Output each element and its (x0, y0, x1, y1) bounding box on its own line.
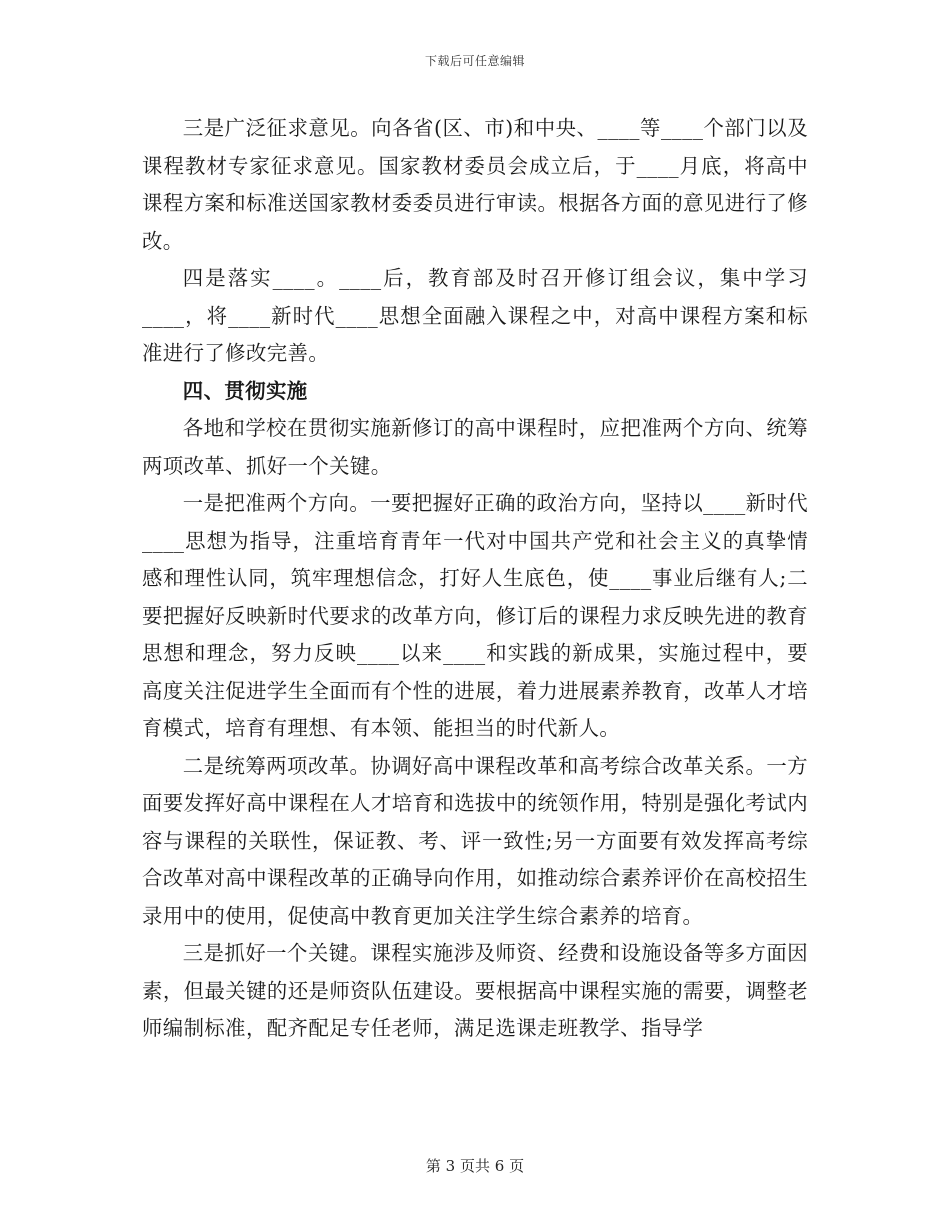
document-body (142, 110, 808, 1048)
paragraph-solicit-opinions: 三是广泛征求意见。向各省(区、市)和中央、____等____个部门以及课程教材专家征求意见。国家教材委员会成立后，于____月底，将高中课程方案和标准送国家教材委委员进行审读。根据各方面的意见进行了修改。 (142, 116, 808, 253)
paragraph-two-reforms: 二是统筹两项改革。协调好高中课程改革和高考综合改革关系。一方面要发挥好高中课程在人才培育和选拔中的统领作用，特别是强化考试内容与课程的关联性，保证教、考、评一致性;另一方面要有效发挥高考综合改革对高中课程改革的正确导向作用，如推动综合素养评价在高校招生录用中的使用，促使高中教育更加关注学生综合素养的培育。 (142, 753, 808, 928)
page-header: 下载后可任意编辑 (424, 54, 525, 68)
section-heading-implementation: 四、贯彻实施 (182, 378, 308, 403)
paragraph-two-directions: 一是把准两个方向。一要把握好正确的政治方向，坚持以____新时代____思想为指导，注重培育青年一代对中国共产党和社会主义的真挚情感和理性认同，筑牢理想信念，打好人生底色，使____事业后继有人;二要把握好反映新时代要求的改革方向，修订后的课程力求反映先进的教育思想和理念，努力反映____以来____和实践的新成果，实施过程中，要高度关注促进学生全面而有个性的进展，着力进展素养教育，改革人才培育模式，培育有理想、有本领、能担当的时代新人。 (142, 491, 808, 740)
paragraph-one-key: 三是抓好一个关键。课程实施涉及师资、经费和设施设备等多方面因素，但最关键的还是师资队伍建设。要根据高中课程实施的需要，调整老师编制标准，配齐配足专任老师，满足选课走班教学、指导学 (142, 941, 808, 1040)
page-footer: 第 3 页共 6 页 (425, 1157, 525, 1175)
paragraph-implement: 四是落实____。____后，教育部及时召开修订组会议，集中学习____，将____新时代____思想全面融入课程之中，对高中课程方案和标准进行了修改完善。 (142, 266, 808, 365)
paragraph-intro: 各地和学校在贯彻实施新修订的高中课程时，应把准两个方向、统筹两项改革、抓好一个关键。 (142, 416, 808, 478)
